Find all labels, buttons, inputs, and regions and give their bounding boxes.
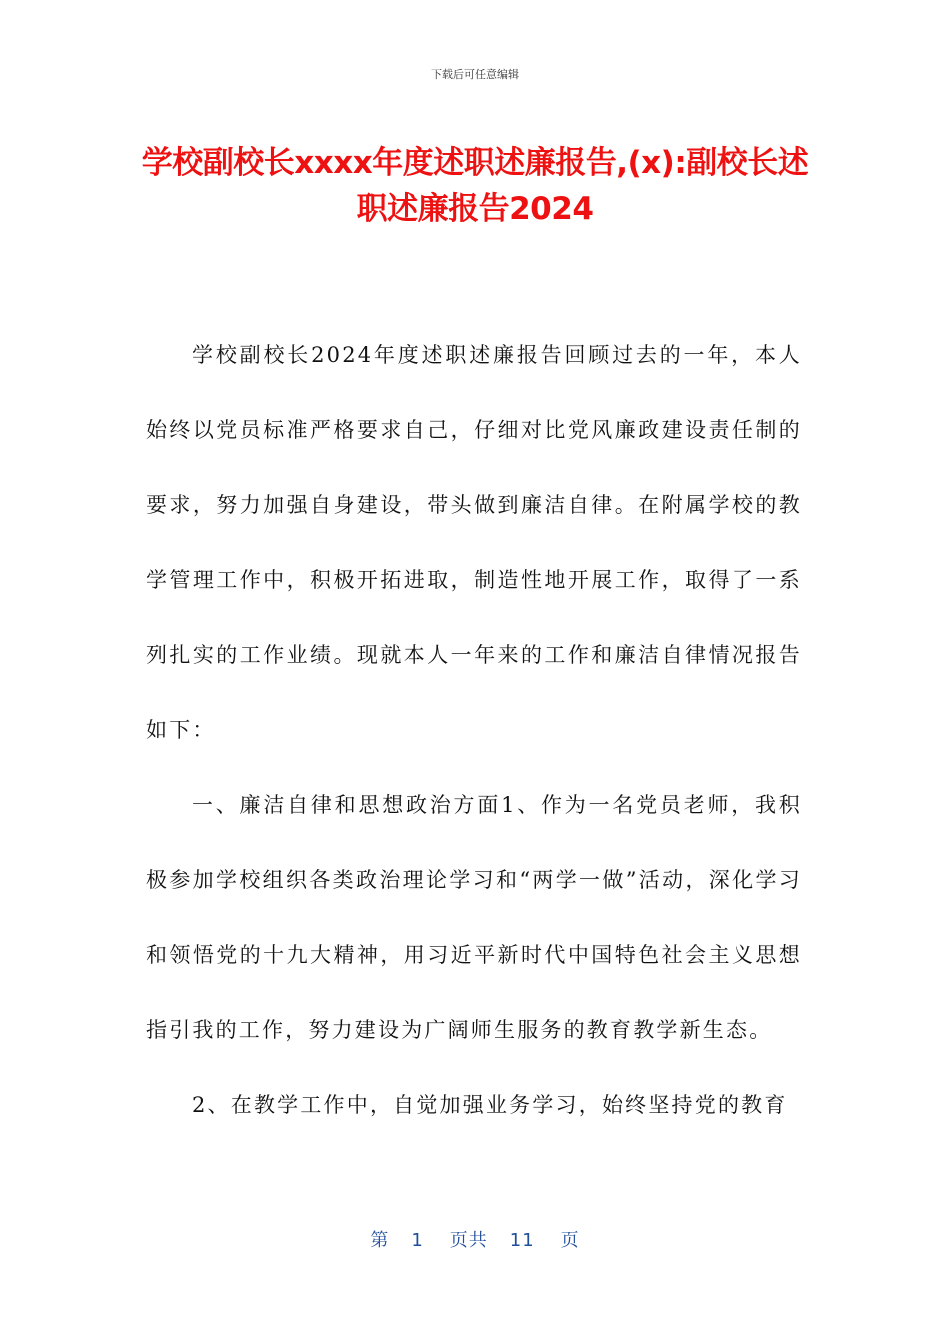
page-footer <box>0 1226 950 1252</box>
paragraph-intro: 学校副校长2024年度述职述廉报告回顾过去的一年，本人始终以党员标准严格要求自己，仔细对比党风廉政建设责任制的要求，努力加强自身建设，带头做到廉洁自律。在附属学校的教学管理工作中，积极开拓进取，制造性地开展工作，取得了一系列扎实的工作业绩。现就本人一年来的工作和廉洁自律情况报告如下： <box>146 343 802 742</box>
document-title: 学校副校长xxxx年度述职述廉报告,(x):副校长述职述廉报告2024 <box>141 145 809 227</box>
header-note: 下载后可任意编辑 <box>431 68 519 81</box>
footer-total-pages: 11 <box>509 1230 535 1251</box>
paragraph-item-2: 2、在教学工作中，自觉加强业务学习，始终坚持党的教育 <box>192 1093 788 1117</box>
footer-page-number: 1 <box>411 1230 424 1251</box>
footer-suffix: 页 <box>560 1230 580 1251</box>
footer-middle: 页共 <box>449 1230 488 1251</box>
footer-prefix: 第 <box>370 1230 390 1251</box>
paragraph-section-1: 一、廉洁自律和思想政治方面1、作为一名党员老师，我积极参加学校组织各类政治理论学习和“两学一做”活动，深化学习和领悟党的十九大精神，用习近平新时代中国特色社会主义思想指引我的工作，努力建设为广阔师生服务的教育教学新生态。 <box>146 793 802 1042</box>
document-body <box>146 318 802 1143</box>
